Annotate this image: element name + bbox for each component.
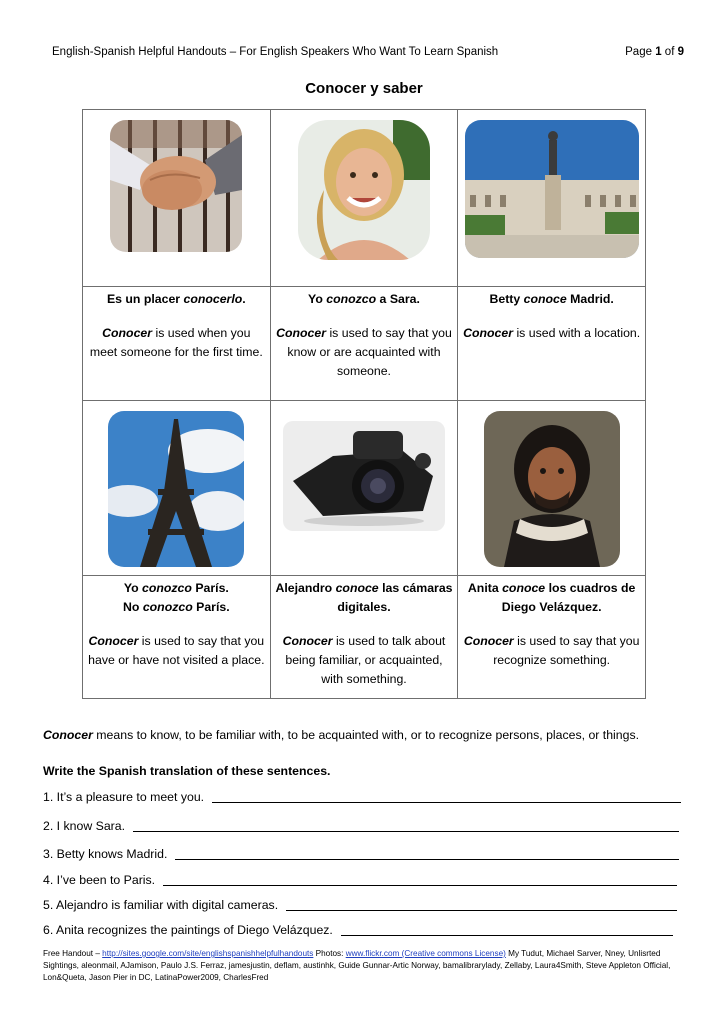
- image-cell: [83, 401, 271, 576]
- answer-line[interactable]: [133, 819, 679, 832]
- example-sentence: Yo conozco París.: [123, 581, 229, 595]
- usage-note: Conocer is used to say that you know or are acquainted with someone.: [276, 326, 452, 378]
- exercise-6: 6. Anita recognizes the paintings of Diego Velázquez.: [43, 923, 673, 937]
- image-cell: [270, 110, 458, 287]
- answer-line[interactable]: [212, 790, 681, 803]
- example-sentence: Es un placer conocerlo.: [106, 292, 246, 306]
- image-cell: [458, 110, 646, 287]
- answer-line[interactable]: [341, 923, 673, 936]
- example-sentence-2: No conozco París.: [123, 600, 230, 614]
- example-cell: [270, 287, 458, 401]
- example-sentence: Yo conozco a Sara.: [308, 292, 420, 306]
- exercise-1: 1. It’s a pleasure to meet you.: [43, 790, 681, 804]
- exercise-5: 5. Alejandro is familiar with digital cameras.: [43, 898, 677, 912]
- exercise-2: 2. I know Sara.: [43, 819, 679, 833]
- example-sentence: Alejandro conoce las cámaras digitales.: [275, 581, 453, 614]
- page-header: [52, 46, 684, 58]
- example-cell: [270, 576, 458, 699]
- madrid-palace-photo: [465, 120, 639, 258]
- definition-text: Conocer means to know, to be familiar with, to be acquainted with, or to recognize persons, places, or things.: [43, 728, 640, 742]
- page-title: Conocer y saber: [305, 80, 423, 97]
- page-indicator: Page 1 of 9: [625, 46, 684, 58]
- camera-photo: [283, 421, 445, 531]
- example-cell: [83, 576, 271, 699]
- answer-line[interactable]: [163, 873, 677, 886]
- usage-note: Conocer is used when you meet someone for the first time.: [89, 326, 263, 359]
- example-sentence: Anita conoce los cuadros de Diego Velázquez.: [467, 581, 636, 614]
- example-sentence: Betty conoce Madrid.: [489, 292, 614, 306]
- usage-note: Conocer is used to say that you have or have not visited a place.: [88, 634, 265, 667]
- handouts-link[interactable]: http://sites.google.com/site/englishspanishhelpfulhandouts: [102, 949, 314, 958]
- flickr-link[interactable]: www.flickr.com (Creative commons License): [345, 949, 506, 958]
- image-cell: [83, 110, 271, 287]
- image-cell: [458, 401, 646, 576]
- example-cell: [458, 287, 646, 401]
- handshake-photo: [110, 120, 242, 252]
- examples-table: [82, 109, 646, 699]
- footer-credits: Free Handout – http://sites.google.com/site/englishspanishhelpfulhandouts Photos: www.flickr.com (Creative commons License) My Tudut, Michael Sarver, Nney, Unlisrted Sightings, aleonmail, AJamison, Paulo J.S. Ferraz, jamesjustin, deflam, austinhk, Guide Gunnar-Artic Norway, bamalibrarylady, Zellaby, Laura4Smith, Steve Appleton Official, Lon&Queta, Jason Pier in DC, LatinaPower2009, CharlesFred: [43, 949, 671, 982]
- usage-note: Conocer is used to talk about being familiar, or acquainted, with something.: [282, 634, 446, 686]
- answer-line[interactable]: [175, 847, 679, 860]
- usage-note: Conocer is used to say that you recognize something.: [463, 634, 640, 667]
- answer-line[interactable]: [286, 898, 677, 911]
- example-cell: [83, 287, 271, 401]
- header-title: English-Spanish Helpful Handouts – For English Speakers Who Want To Learn Spanish: [52, 46, 499, 58]
- woman-photo: [298, 120, 430, 260]
- instruction-text: Write the Spanish translation of these sentences.: [43, 764, 331, 778]
- image-cell: [270, 401, 458, 576]
- example-cell: [458, 576, 646, 699]
- exercise-3: 3. Betty knows Madrid.: [43, 847, 679, 861]
- exercise-4: 4. I’ve been to Paris.: [43, 873, 677, 887]
- usage-note: Conocer is used with a location.: [463, 326, 641, 340]
- eiffel-tower-photo: [108, 411, 244, 567]
- velazquez-portrait-photo: [484, 411, 620, 567]
